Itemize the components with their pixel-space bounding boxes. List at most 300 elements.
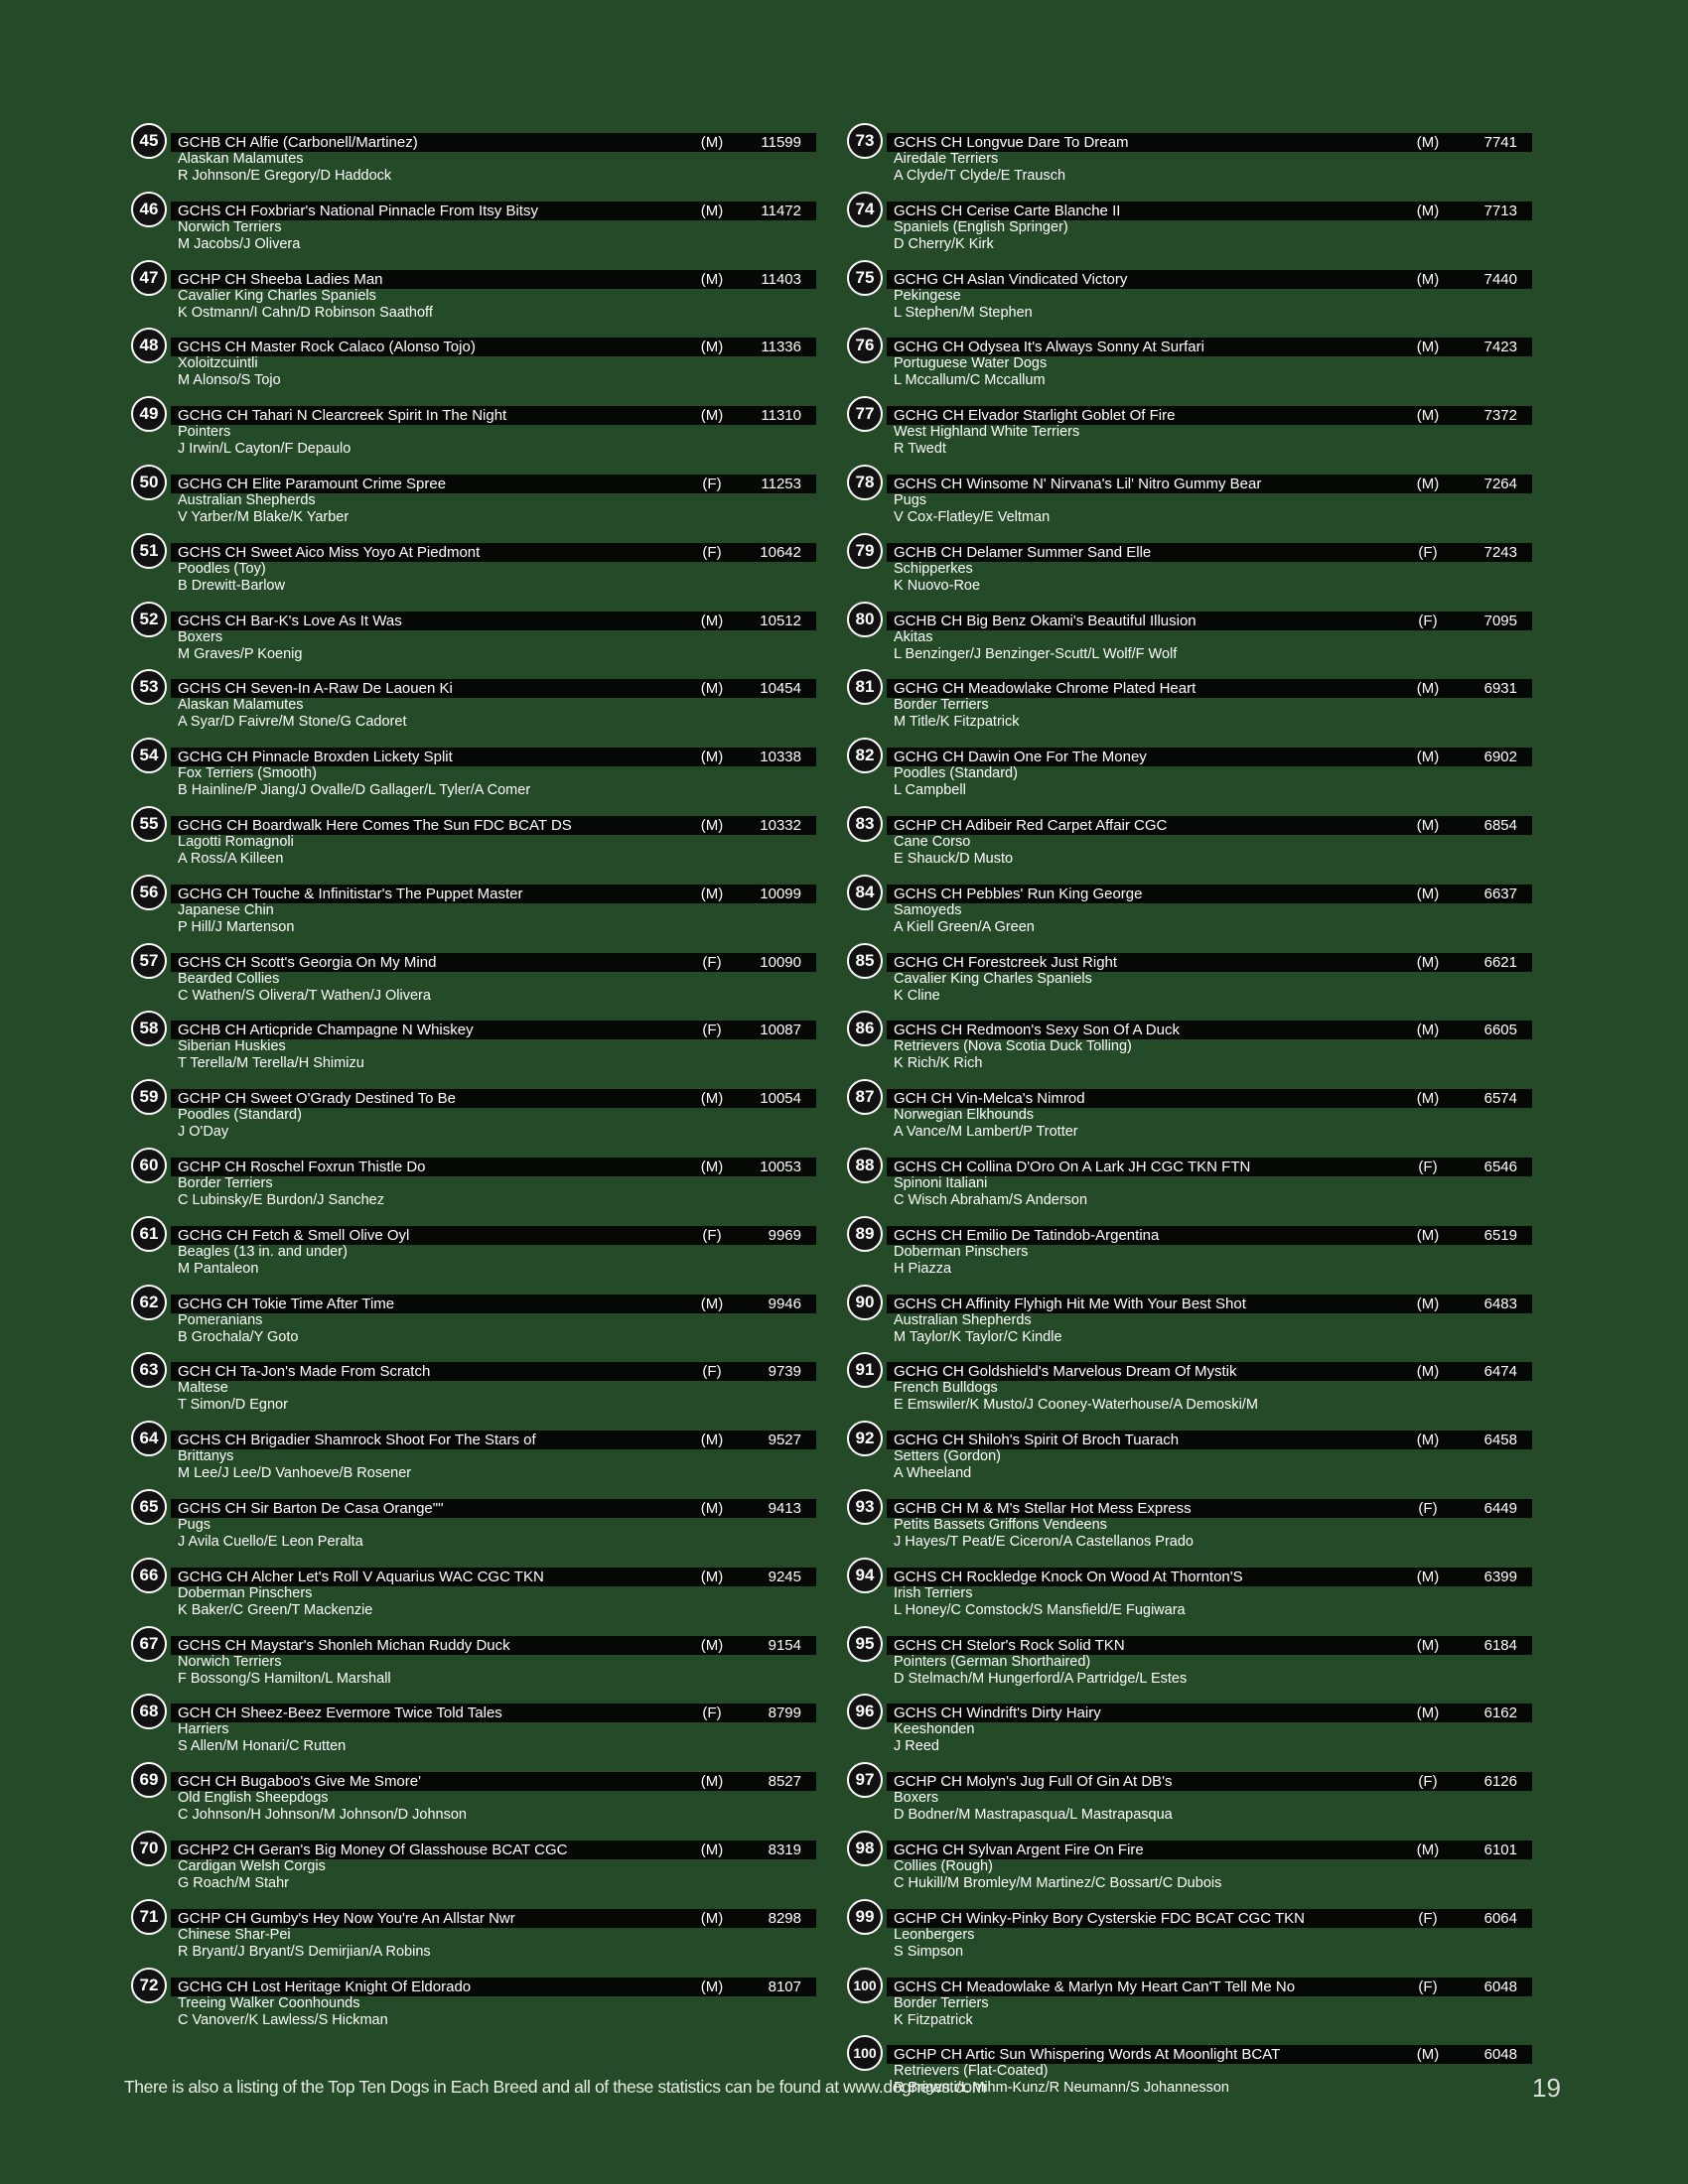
ranking-entry: [847, 875, 1532, 943]
dog-sex: (M): [1416, 680, 1440, 698]
dog-breed: Retrievers (Flat-Coated): [894, 2063, 1049, 2080]
dog-points: 10454: [760, 680, 801, 698]
dog-owners: H Piazza: [894, 1260, 952, 1277]
rank-badge: 69: [131, 1762, 167, 1798]
dog-name: GCHS CH Sweet Aico Miss Yoyo At Piedmont: [178, 543, 481, 561]
ranking-entry: [847, 1558, 1532, 1626]
dog-owners: J Reed: [894, 1738, 939, 1755]
ranking-entry: [847, 123, 1532, 192]
ranking-entry: [131, 1626, 816, 1695]
dog-name: GCHG CH Boardwalk Here Comes The Sun FDC BCAT DS: [178, 817, 572, 834]
dog-points: 9245: [768, 1568, 801, 1585]
dog-name: GCHS CH Brigadier Shamrock Shoot For The Stars of: [178, 1432, 536, 1449]
dog-name: GCHS CH Stelor's Rock Solid TKN: [894, 1636, 1125, 1654]
dog-points: 9969: [768, 1226, 801, 1244]
dog-points: 7423: [1483, 339, 1517, 356]
ranking-entry: [131, 260, 816, 329]
dog-breed: Beagles (13 in. and under): [178, 1243, 348, 1260]
dog-breed: Spinoni Italiani: [894, 1175, 988, 1191]
dog-breed: Border Terriers: [894, 1994, 989, 2011]
rank-badge: 62: [131, 1285, 167, 1320]
rank-badge: 89: [847, 1216, 883, 1252]
dog-breed: Petits Bassets Griffons Vendeens: [894, 1517, 1107, 1533]
dog-name: GCHP CH Gumby's Hey Now You're An Allstar Nwr: [178, 1909, 515, 1927]
rank-badge: 76: [847, 328, 883, 363]
dog-breed: Japanese Chin: [178, 901, 274, 918]
dog-owners: L Stephen/M Stephen: [894, 304, 1033, 321]
dog-sex: (M): [700, 1842, 724, 1858]
dog-points: 7095: [1483, 612, 1517, 629]
rank-badge: 68: [131, 1694, 167, 1729]
rank-badge: 54: [131, 738, 167, 773]
dog-breed: Spaniels (English Springer): [894, 218, 1068, 235]
dog-breed: Cavalier King Charles Spaniels: [178, 287, 376, 304]
dog-points: 9413: [768, 1500, 801, 1517]
dog-name: GCHS CH Master Rock Calaco (Alonso Tojo): [178, 339, 476, 356]
dog-owners: L Honey/C Comstock/S Mansfield/E Fugiwara: [894, 1601, 1186, 1618]
dog-sex: (F): [702, 1226, 722, 1244]
dog-breed: Schipperkes: [894, 560, 973, 577]
dog-points: 6101: [1483, 1842, 1517, 1858]
dog-points: 10512: [760, 612, 801, 629]
rank-badge: 96: [847, 1694, 883, 1729]
ranking-entry: [847, 1899, 1532, 1968]
dog-sex: (M): [700, 1090, 724, 1108]
dog-name: GCHP CH Adibeir Red Carpet Affair CGC: [894, 817, 1168, 834]
dog-owners: M Lee/J Lee/D Vanhoeve/B Rosener: [178, 1465, 412, 1482]
dog-sex: (M): [700, 1500, 724, 1517]
rank-badge: 83: [847, 806, 883, 842]
dog-owners: D Bodner/M Mastrapasqua/L Mastrapasqua: [894, 1807, 1173, 1824]
dog-breed: Retrievers (Nova Scotia Duck Tolling): [894, 1038, 1132, 1055]
dog-breed: West Highland White Terriers: [894, 424, 1080, 441]
dog-owners: C Lubinsky/E Burdon/J Sanchez: [178, 1192, 384, 1208]
dog-owners: J Irwin/L Cayton/F Depaulo: [178, 441, 352, 458]
dog-name: GCHS CH Collina D'Oro On A Lark JH CGC TKN FTN: [894, 1159, 1251, 1175]
rank-badge: 59: [131, 1079, 167, 1115]
dog-breed: Harriers: [178, 1721, 229, 1738]
ranking-entry: [847, 192, 1532, 260]
ranking-entry: [847, 1762, 1532, 1831]
dog-breed: Leonbergers: [894, 1926, 975, 1943]
ranking-entry: [847, 1489, 1532, 1558]
ranking-entry: [131, 1899, 816, 1968]
dog-sex: (M): [1416, 749, 1440, 766]
dog-name: GCHS CH Longvue Dare To Dream: [894, 134, 1129, 151]
dog-name: GCHG CH Alcher Let's Roll V Aquarius WAC CGC TKN: [178, 1568, 544, 1585]
dog-points: 6931: [1483, 680, 1517, 698]
dog-points: 6184: [1483, 1636, 1517, 1654]
rank-badge: 93: [847, 1489, 883, 1525]
dog-owners: D Stelmach/M Hungerford/A Partridge/L Estes: [894, 1670, 1188, 1687]
dog-sex: (M): [1416, 407, 1440, 425]
dog-points: 6605: [1483, 1022, 1517, 1039]
dog-owners: S Allen/M Honari/C Rutten: [178, 1738, 347, 1755]
dog-owners: E Shauck/D Musto: [894, 851, 1014, 867]
dog-owners: T Terella/M Terella/H Shimizu: [178, 1055, 364, 1072]
dog-sex: (M): [1416, 134, 1440, 151]
dog-owners: M Title/K Fitzpatrick: [894, 714, 1020, 731]
dog-sex: (M): [700, 1636, 724, 1654]
dog-owners: C Vanover/K Lawless/S Hickman: [178, 2011, 388, 2028]
ranking-entry: [847, 1285, 1532, 1353]
dog-sex: (M): [1416, 1295, 1440, 1312]
rank-badge: 99: [847, 1899, 883, 1935]
dog-breed: Border Terriers: [178, 1175, 273, 1191]
rank-badge: 79: [847, 533, 883, 569]
dog-breed: Norwich Terriers: [178, 218, 282, 235]
dog-points: 10099: [760, 885, 801, 902]
dog-name: GCHP CH Roschel Foxrun Thistle Do: [178, 1159, 426, 1175]
dog-sex: (M): [1416, 817, 1440, 834]
dog-owners: M Taylor/K Taylor/C Kindle: [894, 1328, 1062, 1345]
dog-owners: C Wisch Abraham/S Anderson: [894, 1192, 1088, 1208]
rank-badge: 90: [847, 1285, 883, 1320]
dog-owners: A Syar/D Faivre/M Stone/G Cadoret: [178, 714, 407, 731]
ranking-entry: [847, 738, 1532, 806]
dog-owners: F Bossong/S Hamilton/L Marshall: [178, 1670, 391, 1687]
dog-breed: Collies (Rough): [894, 1858, 993, 1874]
ranking-entry: [131, 602, 816, 670]
dog-sex: (F): [702, 476, 722, 492]
dog-breed: Akitas: [894, 628, 933, 645]
dog-name: GCHP CH Artic Sun Whispering Words At Moonlight BCAT: [894, 2046, 1281, 2064]
dog-owners: K Ostmann/I Cahn/D Robinson Saathoff: [178, 304, 433, 321]
ranking-entry: [847, 1626, 1532, 1695]
dog-points: 6399: [1483, 1568, 1517, 1585]
dog-owners: T Simon/D Egnor: [178, 1397, 288, 1414]
dog-owners: C Wathen/S Olivera/T Wathen/J Olivera: [178, 987, 431, 1004]
dog-breed: Poodles (Toy): [178, 560, 266, 577]
dog-owners: C Johnson/H Johnson/M Johnson/D Johnson: [178, 1807, 467, 1824]
dog-breed: Lagotti Romagnoli: [178, 834, 294, 850]
rank-badge: 80: [847, 602, 883, 637]
rank-badge: 49: [131, 396, 167, 432]
dog-name: GCHG CH Aslan Vindicated Victory: [894, 270, 1128, 288]
dog-breed: Cavalier King Charles Spaniels: [894, 970, 1092, 987]
dog-sex: (M): [700, 1978, 724, 1995]
dog-points: 6902: [1483, 749, 1517, 766]
dog-breed: Cane Corso: [894, 834, 971, 850]
dog-sex: (F): [702, 1705, 722, 1722]
rank-badge: 78: [847, 465, 883, 500]
dog-breed: Treeing Walker Coonhounds: [178, 1994, 360, 2011]
dog-name: GCHG CH Tokie Time After Time: [178, 1295, 395, 1312]
dog-breed: Doberman Pinschers: [894, 1243, 1029, 1260]
dog-owners: V Cox-Flatley/E Veltman: [894, 509, 1051, 525]
dog-name: GCHS CH Windrift's Dirty Hairy: [894, 1705, 1101, 1722]
dog-points: 6621: [1483, 953, 1517, 971]
ranking-entry: [131, 669, 816, 738]
ranking-entry: [131, 806, 816, 875]
dog-breed: Alaskan Malamutes: [178, 151, 304, 167]
dog-points: 6854: [1483, 817, 1517, 834]
dog-sex: (M): [1416, 202, 1440, 219]
dog-owners: P Hill/J Martenson: [178, 918, 295, 935]
dog-points: 8319: [768, 1842, 801, 1858]
dog-sex: (M): [700, 270, 724, 288]
dog-sex: (M): [1416, 270, 1440, 288]
dog-name: GCHB CH Articpride Champagne N Whiskey: [178, 1022, 474, 1039]
dog-name: GCHS CH Rockledge Knock On Wood At Thornton'S: [894, 1568, 1243, 1585]
dog-points: 6162: [1483, 1705, 1517, 1722]
ranking-entry: [847, 1831, 1532, 1899]
ranking-entry: [847, 260, 1532, 329]
dog-name: GCHB CH Delamer Summer Sand Elle: [894, 543, 1152, 561]
dog-sex: (M): [700, 680, 724, 698]
dog-breed: Xoloitzcuintli: [178, 355, 258, 372]
dog-points: 9946: [768, 1295, 801, 1312]
ranking-entry: [847, 1968, 1532, 2036]
dog-name: GCHG CH Elvador Starlight Goblet Of Fire: [894, 407, 1176, 425]
ranking-entry: [131, 1558, 816, 1626]
dog-name: GCHG CH Forestcreek Just Right: [894, 953, 1118, 971]
ranking-entry: [131, 1489, 816, 1558]
dog-owners: M Graves/P Koenig: [178, 645, 303, 662]
dog-points: 11336: [761, 339, 801, 356]
dog-name: GCH CH Sheez-Beez Evermore Twice Told Tales: [178, 1705, 502, 1722]
rank-badge: 56: [131, 875, 167, 910]
dog-name: GCH CH Vin-Melca's Nimrod: [894, 1090, 1085, 1108]
dog-sex: (M): [700, 1568, 724, 1585]
dog-breed: Maltese: [178, 1380, 228, 1397]
dog-points: 6449: [1483, 1500, 1517, 1517]
rank-badge: 74: [847, 192, 883, 227]
dog-name: GCHS CH Sir Barton De Casa Orange"": [178, 1500, 444, 1517]
rank-badge: 61: [131, 1216, 167, 1252]
rank-badge: 84: [847, 875, 883, 910]
dog-sex: (F): [702, 543, 722, 561]
rank-badge: 95: [847, 1626, 883, 1662]
dog-breed: Portuguese Water Dogs: [894, 355, 1048, 372]
dog-sex: (F): [702, 1022, 722, 1039]
dog-breed: Fox Terriers (Smooth): [178, 765, 317, 782]
dog-name: GCHS CH Pebbles' Run King George: [894, 885, 1143, 902]
dog-name: GCHP2 CH Geran's Big Money Of Glasshouse BCAT CGC: [178, 1842, 568, 1858]
rank-badge: 50: [131, 465, 167, 500]
dog-sex: (F): [1418, 1978, 1438, 1995]
dog-breed: Poodles (Standard): [178, 1107, 302, 1124]
dog-name: GCHS CH Seven-In A-Raw De Laouen Ki: [178, 680, 453, 698]
dog-breed: Alaskan Malamutes: [178, 697, 304, 714]
rank-badge: 87: [847, 1079, 883, 1115]
rank-badge: 97: [847, 1762, 883, 1798]
dog-points: 10338: [760, 749, 801, 766]
dog-name: GCHG CH Tahari N Clearcreek Spirit In The Night: [178, 407, 507, 425]
dog-sex: (M): [700, 339, 724, 356]
dog-breed: Airedale Terriers: [894, 151, 999, 167]
dog-sex: (F): [702, 953, 722, 971]
dog-breed: Doberman Pinschers: [178, 1584, 313, 1601]
page-number: 19: [1532, 2073, 1561, 2103]
ranking-entry: [847, 943, 1532, 1012]
dog-owners: K Nuovo-Roe: [894, 577, 981, 594]
dog-points: 8527: [768, 1773, 801, 1791]
dog-sex: (M): [700, 407, 724, 425]
dog-name: GCHP CH Sweet O'Grady Destined To Be: [178, 1090, 456, 1108]
dog-points: 10087: [760, 1022, 801, 1039]
dog-name: GCHS CH Affinity Flyhigh Hit Me With Your Best Shot: [894, 1295, 1246, 1312]
ranking-entry: [847, 328, 1532, 396]
dog-name: GCHS CH Foxbriar's National Pinnacle From Itsy Bitsy: [178, 202, 538, 219]
dog-owners: A Clyde/T Clyde/E Trausch: [894, 168, 1066, 184]
dog-breed: Old English Sheepdogs: [178, 1790, 329, 1807]
dog-breed: Pomeranians: [178, 1311, 263, 1328]
ranking-entry: [847, 1421, 1532, 1489]
ranking-entry: [131, 1762, 816, 1831]
rank-badge: 66: [131, 1558, 167, 1593]
dog-owners: C Hukill/M Bromley/M Martinez/C Bossart/C Dubois: [894, 1875, 1222, 1891]
dog-owners: K Baker/C Green/T Mackenzie: [178, 1601, 373, 1618]
dog-breed: Keeshonden: [894, 1721, 975, 1738]
rank-badge: 48: [131, 328, 167, 363]
dog-points: 11310: [761, 407, 801, 425]
dog-owners: J Hayes/T Peat/E Ciceron/A Castellanos Prado: [894, 1534, 1194, 1550]
dog-points: 6064: [1483, 1909, 1517, 1927]
rank-badge: 57: [131, 943, 167, 979]
dog-owners: B Hainline/P Jiang/J Ovalle/D Gallager/L Tyler/A Comer: [178, 782, 531, 799]
ranking-entry: [847, 533, 1532, 602]
dog-owners: R Twedt: [894, 441, 946, 458]
dog-breed: Australian Shepherds: [178, 492, 316, 508]
ranking-entry: [131, 738, 816, 806]
dog-name: GCHG CH Odysea It's Always Sonny At Surfari: [894, 339, 1204, 356]
dog-owners: L Mccallum/C Mccallum: [894, 372, 1046, 389]
dog-name: GCHS CH Maystar's Shonleh Michan Ruddy Duck: [178, 1636, 510, 1654]
dog-owners: M Jacobs/J Olivera: [178, 235, 301, 252]
dog-name: GCHS CH Winsome N' Nirvana's Lil' Nitro Gummy Bear: [894, 476, 1262, 492]
dog-breed: Poodles (Standard): [894, 765, 1018, 782]
dog-name: GCHP CH Molyn's Jug Full Of Gin At DB's: [894, 1773, 1173, 1791]
dog-breed: Pointers: [178, 424, 231, 441]
dog-sex: (F): [702, 1363, 722, 1381]
rank-badge: 73: [847, 123, 883, 159]
dog-points: 10054: [760, 1090, 801, 1108]
dog-points: 6048: [1483, 1978, 1517, 1995]
dog-points: 6546: [1483, 1159, 1517, 1175]
dog-breed: Boxers: [894, 1790, 939, 1807]
ranking-entry: [131, 1148, 816, 1216]
dog-sex: (M): [700, 1909, 724, 1927]
dog-points: 11403: [761, 270, 801, 288]
dog-name: GCHG CH Fetch & Smell Olive Oyl: [178, 1226, 410, 1244]
rank-badge: 70: [131, 1831, 167, 1866]
dog-name: GCHG CH Shiloh's Spirit Of Broch Tuarach: [894, 1432, 1180, 1449]
ranking-entry: [131, 1285, 816, 1353]
dog-points: 7440: [1483, 270, 1517, 288]
dog-breed: Boxers: [178, 628, 223, 645]
rank-badge: 81: [847, 669, 883, 705]
dog-points: 9154: [768, 1636, 801, 1654]
dog-sex: (M): [1416, 1363, 1440, 1381]
rank-badge: 100: [847, 1968, 883, 2003]
dog-owners: A Vance/M Lambert/P Trotter: [894, 1124, 1078, 1141]
dog-points: 10332: [760, 817, 801, 834]
rank-badge: 86: [847, 1011, 883, 1046]
dog-owners: G Roach/M Stahr: [178, 1875, 290, 1891]
dog-points: 6519: [1483, 1226, 1517, 1244]
dog-name: GCHP CH Winky-Pinky Bory Cysterskie FDC BCAT CGC TKN: [894, 1909, 1305, 1927]
rank-badge: 63: [131, 1352, 167, 1388]
dog-points: 6637: [1483, 885, 1517, 902]
dog-points: 6474: [1483, 1363, 1517, 1381]
dog-points: 6574: [1483, 1090, 1517, 1108]
rank-badge: 60: [131, 1148, 167, 1183]
dog-sex: (M): [1416, 1568, 1440, 1585]
rank-badge: 45: [131, 123, 167, 159]
dog-name: GCHG CH Meadowlake Chrome Plated Heart: [894, 680, 1196, 698]
dog-breed: Border Terriers: [894, 697, 989, 714]
dog-breed: Irish Terriers: [894, 1584, 973, 1601]
dog-name: GCHS CH Redmoon's Sexy Son Of A Duck: [894, 1022, 1180, 1039]
dog-sex: (M): [1416, 1090, 1440, 1108]
dog-breed: Setters (Gordon): [894, 1448, 1001, 1465]
dog-sex: (M): [700, 1773, 724, 1791]
dog-breed: Norwegian Elkhounds: [894, 1107, 1035, 1124]
dog-points: 8107: [768, 1978, 801, 1995]
ranking-entry: [131, 1011, 816, 1079]
footer-note: There is also a listing of the Top Ten Dogs in Each Breed and all of these statistics can be found at www.dognews.com: [124, 2077, 986, 2097]
dog-name: GCHG CH Elite Paramount Crime Spree: [178, 476, 447, 492]
dog-points: 9739: [768, 1363, 801, 1381]
dog-breed: Pekingese: [894, 287, 961, 304]
dog-owners: B Grochala/Y Goto: [178, 1328, 299, 1345]
dog-sex: (F): [1418, 1909, 1438, 1927]
dog-owners: V Yarber/M Blake/K Yarber: [178, 509, 350, 525]
rank-badge: 47: [131, 260, 167, 296]
dog-owners: R Johnson/E Gregory/D Haddock: [178, 168, 392, 184]
rank-badge: 55: [131, 806, 167, 842]
ranking-entry: [131, 1968, 816, 2036]
dog-points: 10053: [760, 1159, 801, 1175]
dog-points: 11599: [761, 134, 801, 151]
dog-name: GCHS CH Bar-K's Love As It Was: [178, 612, 402, 629]
dog-name: GCH CH Bugaboo's Give Me Smore': [178, 1773, 421, 1791]
ranking-entry: [847, 1011, 1532, 1079]
ranking-entry: [131, 1421, 816, 1489]
rank-badge: 94: [847, 1558, 883, 1593]
dog-sex: (M): [1416, 2046, 1440, 2064]
dog-owners: K Rich/K Rich: [894, 1055, 983, 1072]
ranking-entry: [847, 1352, 1532, 1421]
rank-badge: 64: [131, 1421, 167, 1456]
rank-badge: 51: [131, 533, 167, 569]
ranking-entry: [131, 1352, 816, 1421]
dog-breed: Australian Shepherds: [894, 1311, 1032, 1328]
dog-breed: Chinese Shar-Pei: [178, 1926, 291, 1943]
dog-points: 11253: [761, 476, 801, 492]
dog-points: 7372: [1483, 407, 1517, 425]
dog-name: GCHS CH Cerise Carte Blanche II: [894, 202, 1121, 219]
dog-breed: Pointers (German Shorthaired): [894, 1653, 1091, 1670]
rank-badge: 98: [847, 1831, 883, 1866]
rank-badge: 53: [131, 669, 167, 705]
ranking-entry: [131, 943, 816, 1012]
dog-name: GCHP CH Sheeba Ladies Man: [178, 270, 383, 288]
ranking-entry: [847, 396, 1532, 465]
dog-sex: (M): [700, 1159, 724, 1175]
dog-owners: M Pantaleon: [178, 1260, 259, 1277]
ranking-entry: [847, 806, 1532, 875]
dog-sex: (F): [1418, 543, 1438, 561]
dog-name: GCHS CH Meadowlake & Marlyn My Heart Can'T Tell Me No: [894, 1978, 1296, 1995]
dog-sex: (M): [1416, 1432, 1440, 1449]
dog-owners: K Cline: [894, 987, 940, 1004]
dog-points: 11472: [761, 202, 801, 219]
dog-sex: (M): [1416, 1842, 1440, 1858]
ranking-entry: [847, 1216, 1532, 1285]
dog-points: 10090: [760, 953, 801, 971]
